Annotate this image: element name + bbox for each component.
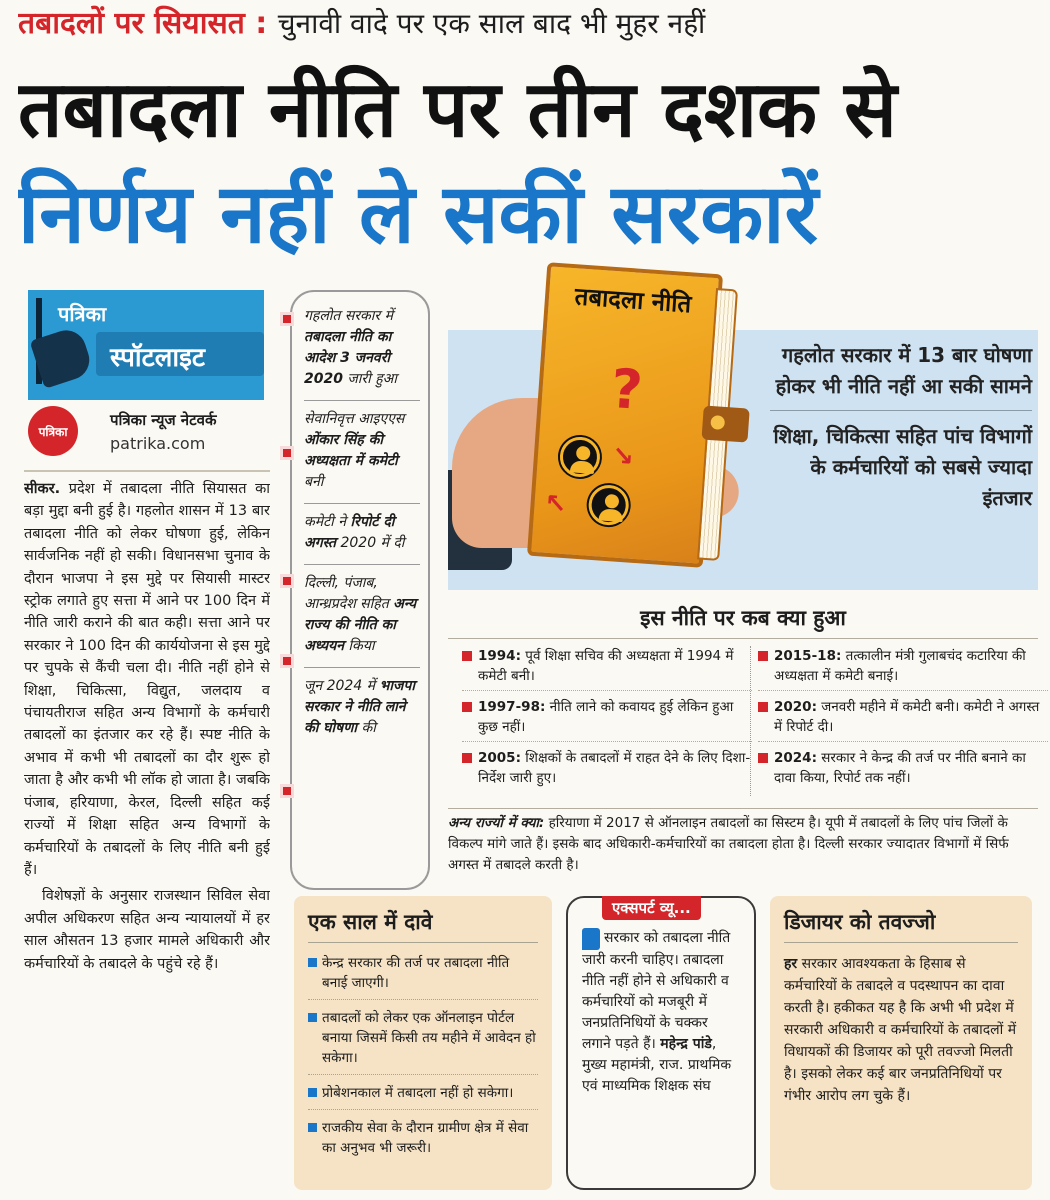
headline-line-1: तबादला नीति पर तीन दशक से: [18, 65, 897, 155]
kicker: [18, 4, 1032, 44]
claims-title: एक साल में दावे: [308, 908, 538, 943]
timeline-item: दिल्ली, पंजाब, आन्ध्रप्रदेश सहित अन्य राज्य की नीति का अध्ययन किया: [304, 573, 420, 668]
claims-box: [294, 896, 552, 1190]
hero-callouts: [770, 330, 1032, 596]
timeline-box: [290, 290, 430, 890]
history-row: 2005: शिक्षकों के तबादलों में राहत देने के लिए दिशा-निर्देश जारी हुए।: [462, 748, 752, 792]
callout-1: गहलोत सरकार में 13 बार घोषणा होकर भी नीति नहीं आ सकी सामने: [775, 343, 1032, 398]
history-row: 2015-18: तत्कालीन मंत्री गुलाबचंद कटारिया की अध्यक्षता में कमेटी बनाई।: [758, 646, 1048, 691]
timeline-bullet-icon: [280, 654, 294, 668]
callout-2: शिक्षा, चिकित्सा सहित पांच विभागों के कर्मचारियों को सबसे ज्यादा इंतजार: [770, 410, 1032, 522]
timeline-item: सेवानिवृत्त आइएएस ओंकार सिंह की अध्यक्षता में कमेटी बनी: [304, 409, 420, 504]
timeline-item: कमेटी ने रिपोर्ट दी अगस्त 2020 में दी: [304, 512, 420, 565]
desire-title: डिजायर को तवज्जो: [784, 908, 1018, 943]
timeline-bullet-icon: [280, 312, 294, 326]
history-row: 1997-98: नीति लाने को कवायद हुई लेकिन हुआ कुछ नहीं।: [462, 697, 752, 742]
expert-designation: , मुख्य महामंत्री, राज. प्राथमिक एवं माध्यमिक शिक्षक संघ: [582, 1036, 732, 1094]
history-row: 2024: सरकार ने केन्द्र की तर्ज पर नीति बनाने का दावा किया, रिपोर्ट तक नहीं।: [758, 748, 1048, 792]
quote-icon: [582, 928, 600, 950]
history-row: 2020: जनवरी महीने में कमेटी बनी। कमेटी ने अगस्त में रिपोर्ट दी।: [758, 697, 1048, 742]
other-states-label: अन्य राज्यों में क्या:: [448, 815, 545, 831]
desire-text: हर सरकार आवश्यकता के हिसाब से कर्मचारियों के तबादले व पदस्थापन का दावा करती है। हकीकत यह है कि अभी भी प्रदेश में सरकारी अधिकारी व कर्मचारियों के तबादलों में विधायकों की डिजायर को पूरी तवज्जो मिलती है। इसको लेकर कई बार जनप्रतिनिधियों पर गंभीर आरोप लग चुके हैं।: [784, 956, 1017, 1104]
spotlight-brand: पत्रिका: [58, 302, 107, 326]
policy-book-illustration: [527, 262, 723, 568]
book-title: तबादला नीति: [573, 282, 693, 319]
timeline-item: जून 2024 में भाजपा सरकार ने नीति लाने की घोषणा की: [304, 678, 415, 736]
question-mark: ?: [608, 357, 645, 423]
timeline-bullet-icon: [280, 784, 294, 798]
timeline-item: गहलोत सरकार में तबादला नीति का आदेश 3 जनवरी 2020 जारी हुआ: [304, 306, 420, 401]
network-name: पत्रिका न्यूज नेटवर्क: [110, 411, 217, 429]
spotlight-word: स्पॉटलाइट: [110, 343, 205, 373]
claim-item: प्रोबेशनकाल में तबादला नहीं हो सकेगा।: [308, 1083, 538, 1110]
byline: [28, 404, 264, 460]
spotlight-banner: [28, 290, 264, 400]
expert-view-box: [566, 896, 756, 1190]
person-icon: [587, 484, 630, 527]
article-body: [24, 470, 270, 1185]
headline-line-2: निर्णय नहीं ले सकीं सरकारें: [18, 167, 819, 262]
person-icon: [559, 436, 602, 479]
expert-name: महेन्द्र पांडे: [660, 1036, 712, 1052]
claim-item: तबादलों को लेकर एक ऑनलाइन पोर्टल बनाया जिसमें किसी तय महीने में आवेदन हो सकेगा।: [308, 1008, 538, 1075]
history-row: 1994: पूर्व शिक्षा सचिव की अध्यक्षता में 1994 में कमेटी बनी।: [462, 646, 752, 691]
kicker-label: तबादलों पर सियासत: [18, 6, 245, 41]
body-text-1: प्रदेश में तबादला नीति सियासत का बड़ा मुद्दा बनी हुई है। गहलोत शासन में 13 बार तबादला नीति को लेकर घोषणा हुई, लेकिन सार्वजनिक नहीं हो सकी। विधानसभा चुनाव के दौरान भाजपा ने इस मुद्दे पर सियासी मास्टर स्ट्रोक लगाते हुए सत्ता में आने पर 100 दिन में नीति जारी कराने की बात कही। सत्ता आने पर सरकार ने 100 दिन की कार्ययोजना से इस मुद्दे पर चुपके से कैंची चला दी। नीति नहीं होने से शिक्षा, चिकित्सा, विद्युत, जलदाय व पंचायतीराज सहित अन्य विभागों के कर्मचारी तबादलों का इंतजार कर रहे हैं। स्पष्ट नीति के अभाव में कभी भी तबादलों का दौर शुरू हो जाता है और कभी भी लॉक हो जाता है। जबकि पंजाब, हरियाणा, केरल, दिल्ली सहित कई राज्यों में शिक्षा सहित अन्य विभागों के कर्मचारियों के तबादलों के लिए नीति बनी हुई हैं।: [24, 481, 270, 878]
claim-item: केन्द्र सरकार की तर्ज पर तबादला नीति बनाई जाएगी।: [308, 953, 538, 1000]
website: patrika.com: [110, 434, 206, 453]
history-left-column: [462, 646, 752, 798]
other-states-note: [448, 808, 1038, 876]
body-paragraph-1: [24, 478, 270, 881]
expert-quote: सरकार को तबादला नीति जारी करनी चाहिए। तबादला नीति नहीं होने से अधिकारी व कर्मचारियों को मजबूरी में जनप्रतिनिधियों के चक्कर लगाने पड़ते हैं। महेन्द्र पांडे, मुख्य महामंत्री, राज. प्राथमिक एवं माध्यमिक शिक्षक संघ: [582, 930, 732, 1094]
history-title: इस नीति पर कब क्या हुआ: [640, 606, 846, 630]
timeline-bullet-icon: [280, 574, 294, 588]
other-states-text: हरियाणा में 2017 से ऑनलाइन तबादलों का सिस्टम है। यूपी में तबादलों के लिए पांच जिलों के विकल्प मांगे जाते हैं। इसके बाद अधिकारी-कर्मचारियों का तबादला होता है। दिल्ली सरकार ज्यादातर विभागों में सिर्फ अगस्त में तबादले करती है।: [448, 815, 1009, 873]
dateline: सीकर.: [24, 481, 61, 497]
divider: [448, 638, 1038, 639]
timeline-bullet-icon: [280, 446, 294, 460]
patrika-logo: पत्रिका: [28, 406, 78, 456]
kicker-separator: :: [255, 6, 268, 41]
kicker-text: चुनावी वादे पर एक साल बाद भी मुहर नहीं: [277, 7, 706, 40]
claim-item: राजकीय सेवा के दौरान ग्रामीण क्षेत्र में सेवा का अनुभव भी जरूरी।: [308, 1118, 538, 1164]
desire-box: [770, 896, 1032, 1190]
transfer-arrow-icon: ↘: [611, 441, 635, 473]
history-right-column: [758, 646, 1048, 798]
expert-tag: एक्सपर्ट व्यू...: [602, 896, 701, 920]
transfer-arrow-icon: ↖: [543, 488, 568, 521]
body-paragraph-2: विशेषज्ञों के अनुसार राजस्थान सिविल सेवा अपील अधिकरण सहित अन्य न्यायालयों में हर साल औसतन 13 हजार मामले अधिकारी और कर्मचारियों के तबादले के पहुंचे रहे हैं।: [24, 888, 270, 972]
